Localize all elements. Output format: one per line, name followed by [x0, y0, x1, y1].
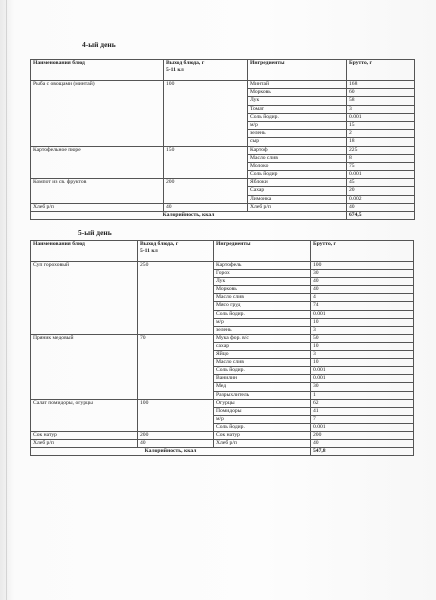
ingredient-name: Соль йодир.: [214, 367, 311, 375]
ingredient-brutto: 3: [311, 351, 414, 359]
ingredient-brutto: 75: [347, 162, 415, 170]
dish-name: Пряник медовый: [31, 334, 138, 399]
dish-yield: 150: [164, 146, 248, 179]
calorie-total-label: Калорийность, ккал: [31, 212, 347, 220]
ingredient-name: Масло слив: [214, 294, 311, 302]
ingredient-brutto: 10: [311, 359, 414, 367]
ingredient-name: Лук: [248, 97, 347, 105]
ingredient-name: Соль йодир.: [214, 310, 311, 318]
ingredient-brutto: 0.002: [347, 195, 415, 203]
header-ingredients: Ингредиенты: [214, 241, 311, 262]
dish-yield: 70: [138, 334, 214, 399]
ingredient-name: Томат: [248, 105, 347, 113]
dish-yield: 200: [164, 179, 248, 204]
dish-yield: 250: [138, 262, 214, 335]
ingredient-brutto: 18: [347, 138, 415, 146]
ingredient-name: Яйцо: [214, 351, 311, 359]
table-header-row: [31, 241, 414, 262]
dish-yield: 40: [138, 440, 214, 448]
ingredient-name: Морковь: [248, 89, 347, 97]
page-edge: [6, 0, 7, 600]
ingredient-name: Разрыхлитель: [214, 391, 311, 399]
header-ingredients: Ингредиенты: [248, 60, 347, 81]
table-row: [31, 334, 414, 342]
dish-yield: 200: [138, 431, 214, 439]
ingredient-brutto: 2: [347, 130, 415, 138]
header-brutto: Брутто, г: [311, 241, 414, 262]
ingredient-name: Ванилин: [214, 375, 311, 383]
ingredient-brutto: 62: [311, 399, 414, 407]
ingredient-name: Лук: [214, 278, 311, 286]
ingredient-name: Соль йодир: [248, 171, 347, 179]
dish-name: Салат помидоры, огурцы: [31, 399, 138, 431]
table-row: [31, 399, 414, 407]
ingredient-brutto: 10: [311, 318, 414, 326]
ingredient-name: м/р: [248, 121, 347, 129]
ingredient-brutto: 168: [347, 81, 415, 89]
table-header-row: [31, 60, 415, 81]
header-dish-name: Наименования блюд: [31, 241, 138, 262]
ingredient-name: Масло слив: [248, 154, 347, 162]
table-row: [31, 179, 415, 187]
ingredient-brutto: 58: [347, 97, 415, 105]
table-row: [31, 262, 414, 270]
ingredient-name: м/р: [214, 318, 311, 326]
ingredient-brutto: 8: [347, 154, 415, 162]
ingredient-name: Картофель: [214, 262, 311, 270]
ingredient-brutto: 225: [347, 146, 415, 154]
ingredient-brutto: 30: [311, 383, 414, 391]
ingredient-brutto: 3: [347, 105, 415, 113]
calorie-total-label: Калорийность, ккал: [31, 448, 311, 456]
ingredient-brutto: 10: [311, 342, 414, 350]
ingredient-brutto: 45: [347, 179, 415, 187]
ingredient-name: сахар: [214, 342, 311, 350]
ingredient-name: Мука фор. в/с: [214, 334, 311, 342]
ingredient-brutto: 40: [311, 286, 414, 294]
table-row: [31, 146, 415, 154]
ingredient-brutto: 100: [311, 262, 414, 270]
header-yield: Выход блюда, г 5-11 кл: [138, 241, 214, 262]
ingredient-brutto: 0.001: [311, 423, 414, 431]
total-row: [31, 448, 414, 456]
ingredient-name: Мед: [214, 383, 311, 391]
ingredient-brutto: 7: [311, 415, 414, 423]
day-4-menu-table: [30, 59, 415, 220]
ingredient-name: Огурцы: [214, 399, 311, 407]
ingredient-brutto: 74: [311, 302, 414, 310]
ingredient-brutto: 0.001: [311, 375, 414, 383]
ingredient-name: Масло слив: [214, 359, 311, 367]
dish-yield: 100: [164, 81, 248, 147]
table-row: [31, 440, 414, 448]
table-row: [31, 81, 415, 89]
ingredient-name: Хлеб р/п: [248, 203, 347, 211]
dish-name: Хлеб р/п: [31, 440, 138, 448]
ingredient-name: Соль йодир.: [214, 423, 311, 431]
ingredient-name: Яблоки: [248, 179, 347, 187]
ingredient-brutto: 0.001: [311, 310, 414, 318]
ingredient-brutto: 0.001: [311, 367, 414, 375]
table-row: [31, 431, 414, 439]
ingredient-name: Сок натур: [214, 431, 311, 439]
ingredient-name: м/р: [214, 415, 311, 423]
ingredient-brutto: 40: [311, 278, 414, 286]
header-yield: Выход блюда, г 5-11 кл: [164, 60, 248, 81]
dish-name: Картофельное пюре: [31, 146, 164, 179]
ingredient-brutto: 40: [347, 203, 415, 211]
ingredient-brutto: 1: [311, 391, 414, 399]
calorie-total-value: 547,8: [311, 448, 414, 456]
day-5-title: 5-ый день: [78, 228, 112, 237]
ingredient-name: Соль йодир.: [248, 113, 347, 121]
ingredient-name: Минтай: [248, 81, 347, 89]
day-5-menu-table: [30, 240, 414, 456]
ingredient-name: зелень: [248, 130, 347, 138]
dish-name: Суп гороховый: [31, 262, 138, 335]
dish-name: Компот из св. фруктов: [31, 179, 164, 204]
calorie-total-value: 674,5: [347, 212, 415, 220]
ingredient-brutto: 200: [311, 431, 414, 439]
table-row: [31, 203, 415, 211]
ingredient-name: сыр: [248, 138, 347, 146]
ingredient-brutto: 0.001: [347, 171, 415, 179]
ingredient-name: Помидоры: [214, 407, 311, 415]
ingredient-brutto: 0.001: [347, 113, 415, 121]
ingredient-brutto: 15: [347, 121, 415, 129]
ingredient-name: Горох: [214, 270, 311, 278]
ingredient-name: Мясо груд: [214, 302, 311, 310]
dish-name: Хлеб р/п: [31, 203, 164, 211]
dish-yield: 100: [138, 399, 214, 431]
ingredient-brutto: 4: [311, 294, 414, 302]
dish-yield: 40: [164, 203, 248, 211]
ingredient-name: зелень: [214, 326, 311, 334]
ingredient-brutto: 40: [311, 440, 414, 448]
ingredient-brutto: 20: [347, 187, 415, 195]
dish-name: Сок натур: [31, 431, 138, 439]
ingredient-brutto: 3: [311, 326, 414, 334]
ingredient-name: Картоф: [248, 146, 347, 154]
ingredient-name: Молоко: [248, 162, 347, 170]
ingredient-brutto: 30: [311, 270, 414, 278]
header-dish-name: Наименования блюд: [31, 60, 164, 81]
total-row: [31, 212, 415, 220]
ingredient-name: Лимонка: [248, 195, 347, 203]
header-brutto: Брутто, г: [347, 60, 415, 81]
ingredient-name: Морковь: [214, 286, 311, 294]
ingredient-name: Сахар: [248, 187, 347, 195]
day-4-title: 4-ый день: [82, 40, 116, 49]
dish-name: Рыба с овощами (минтай): [31, 81, 164, 147]
ingredient-name: Хлеб р/п: [214, 440, 311, 448]
ingredient-brutto: 50: [311, 334, 414, 342]
ingredient-brutto: 41: [311, 407, 414, 415]
ingredient-brutto: 60: [347, 89, 415, 97]
